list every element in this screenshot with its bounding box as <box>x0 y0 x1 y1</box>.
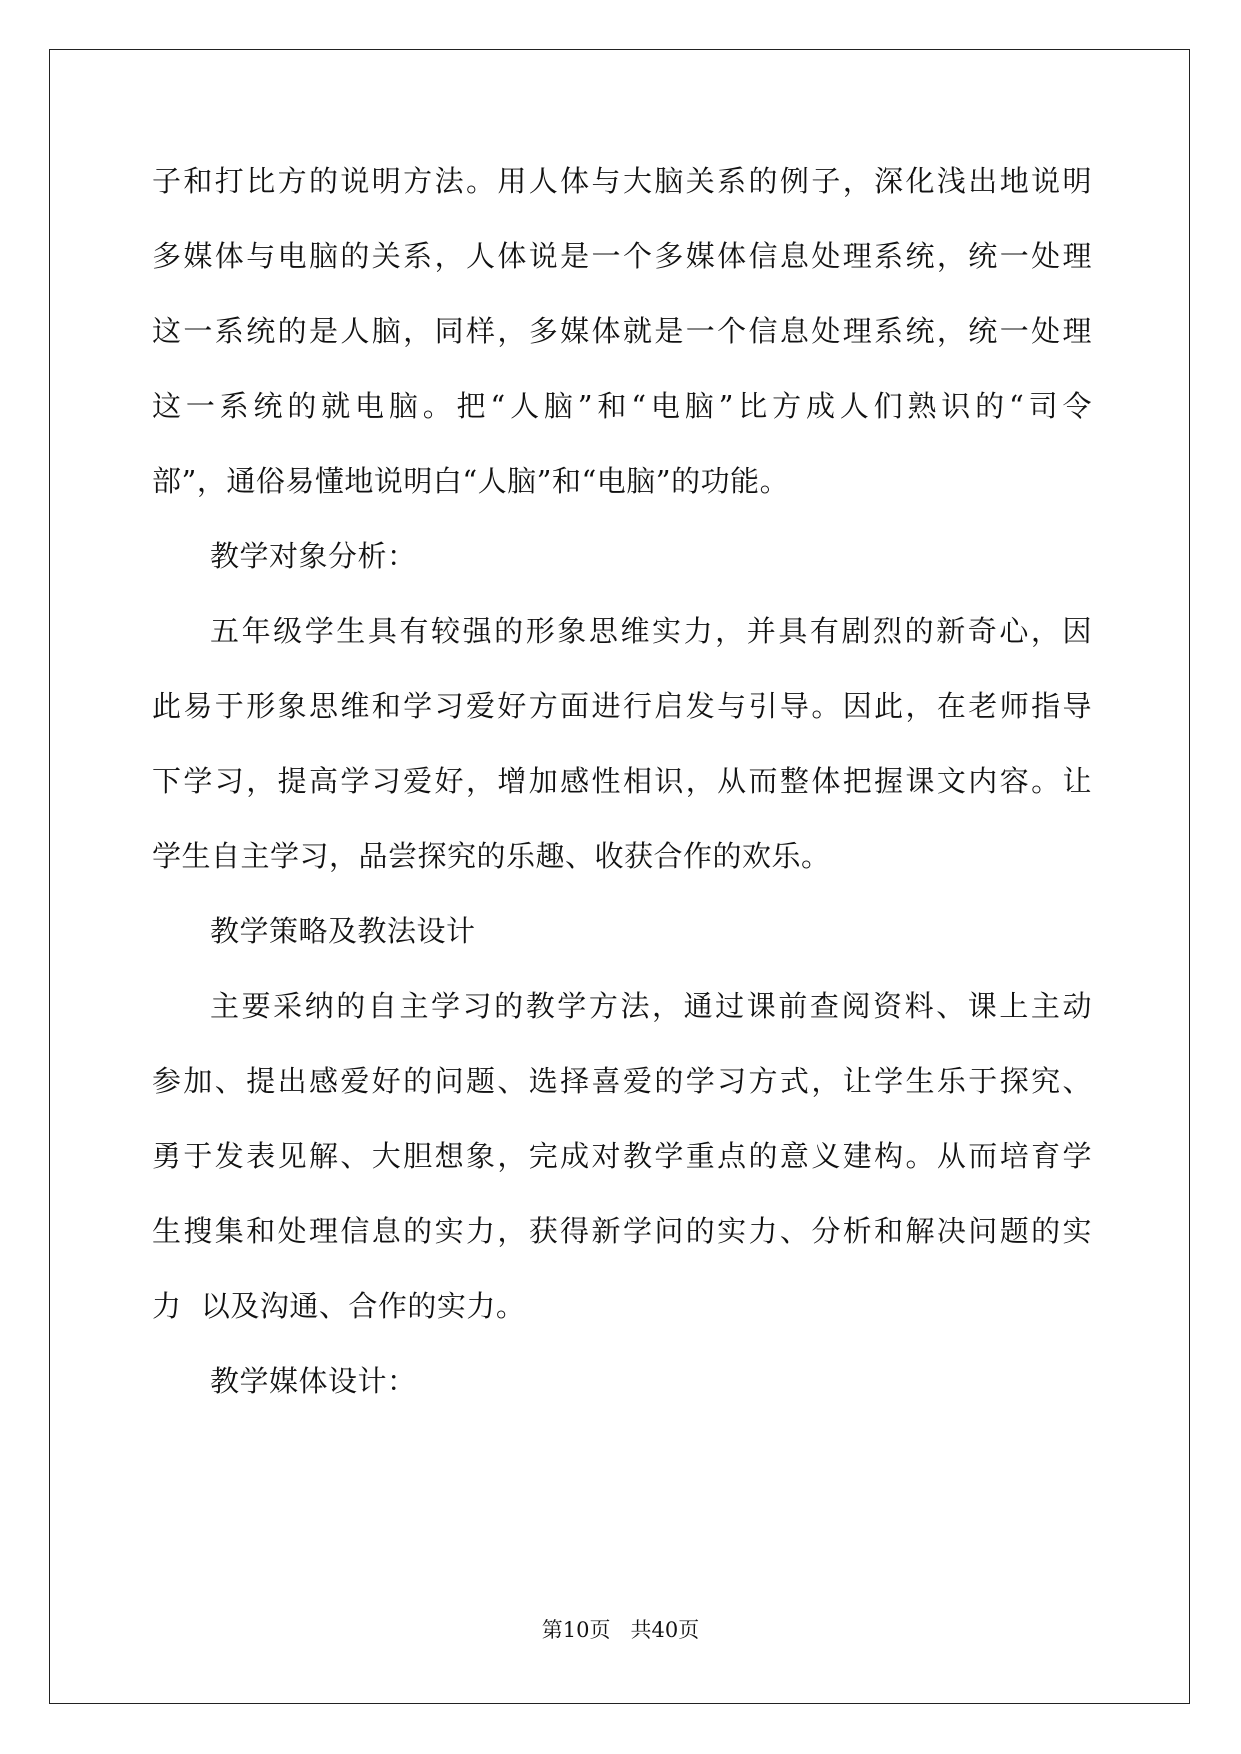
paragraph-line: 这一系统的就电脑。把“人脑”和“电脑”比方成人们熟识的“司令 <box>152 389 1092 423</box>
section-heading: 教学策略及教法设计 <box>210 914 476 948</box>
paragraph-line: 力 以及沟通、合作的实力。 <box>152 1289 526 1323</box>
paragraph-line: 学生自主学习，品尝探究的乐趣、收获合作的欢乐。 <box>152 839 831 873</box>
paragraph-line: 多媒体与电脑的关系，人体说是一个多媒体信息处理系统，统一处理 <box>152 239 1092 273</box>
paragraph-line: 参加、提出感爱好的问题、选择喜爱的学习方式，让学生乐于探究、 <box>152 1064 1092 1098</box>
section-heading: 教学对象分析： <box>210 539 417 573</box>
paragraph-line: 这一系统的是人脑，同样，多媒体就是一个信息处理系统，统一处理 <box>152 314 1092 348</box>
page-number-footer: 第10页 共40页 <box>541 1618 700 1642</box>
paragraph-line: 此易于形象思维和学习爱好方面进行启发与引导。因此，在老师指导 <box>152 689 1092 723</box>
paragraph-line: 子和打比方的说明方法。用人体与大脑关系的例子，深化浅出地说明 <box>152 164 1092 198</box>
paragraph-line: 生搜集和处理信息的实力，获得新学问的实力、分析和解决问题的实 <box>152 1214 1092 1248</box>
paragraph-line: 五年级学生具有较强的形象思维实力，并具有剧烈的新奇心，因 <box>210 614 1092 648</box>
paragraph-line: 勇于发表见解、大胆想象，完成对教学重点的意义建构。从而培育学 <box>152 1139 1092 1173</box>
paragraph-line: 下学习，提高学习爱好，增加感性相识，从而整体把握课文内容。让 <box>152 764 1092 798</box>
paragraph-line: 部”，通俗易懂地说明白“人脑”和“电脑”的功能。 <box>152 464 790 498</box>
paragraph-line: 主要采纳的自主学习的教学方法，通过课前查阅资料、课上主动 <box>210 989 1092 1023</box>
section-heading: 教学媒体设计： <box>210 1364 417 1398</box>
